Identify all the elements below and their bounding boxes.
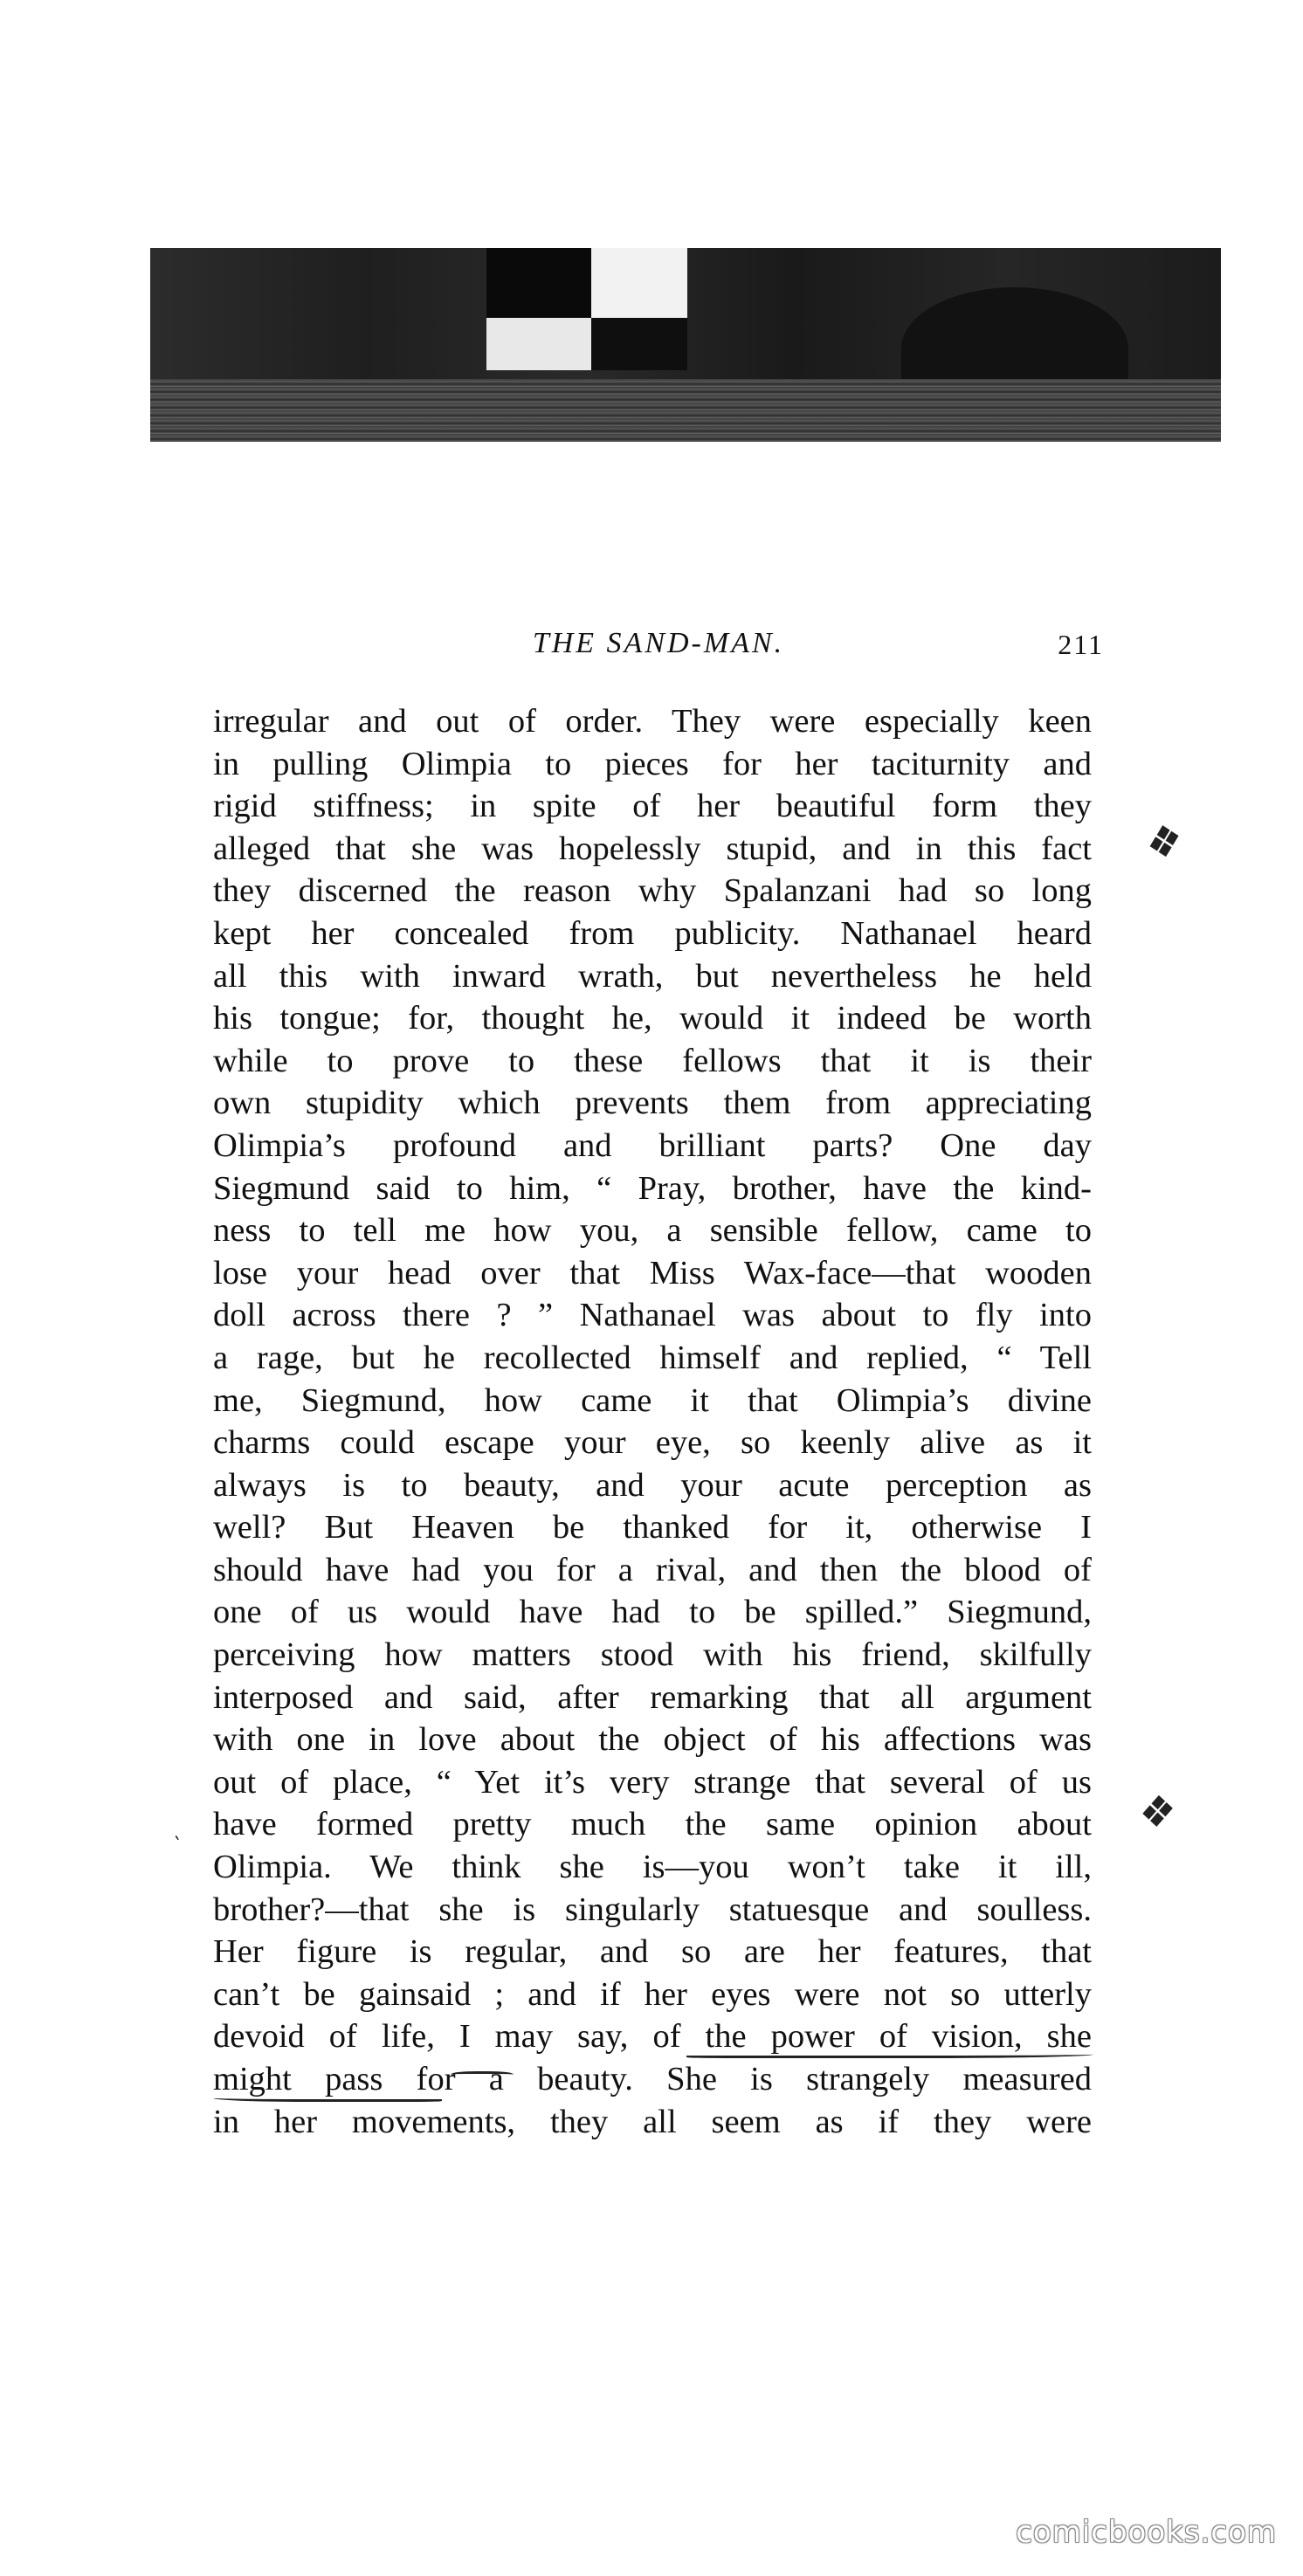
watermark-logo: comicbooks.com bbox=[1016, 2515, 1277, 2550]
text-line: his tongue; for, thought he, would it indeed be worth bbox=[213, 1000, 1092, 1037]
running-title: THE SAND-MAN. bbox=[532, 627, 785, 659]
text-line: own stupidity which prevents them from appreciating bbox=[213, 1085, 1092, 1122]
text-line: brother?—that she is singularly statuesque and soulless. bbox=[213, 1891, 1092, 1928]
text-line: all this with inward wrath, but nevertheless he held bbox=[213, 957, 1092, 995]
text-line: alleged that she was hopelessly stupid, and in this fact bbox=[213, 830, 1092, 867]
text-line: they discerned the reason why Spalanzani had so long bbox=[213, 872, 1092, 910]
text-line: out of place, “ Yet it’s very strange that several of us bbox=[213, 1763, 1092, 1801]
photo-panel-dark bbox=[486, 248, 591, 318]
text-line: a rage, but he recollected himself and replied, “ Tell bbox=[213, 1339, 1092, 1376]
body-text bbox=[213, 700, 1092, 2143]
text-line: me, Siegmund, how came it that Olimpia’s divine bbox=[213, 1381, 1092, 1419]
text-line: with one in love about the object of his affections was bbox=[213, 1721, 1092, 1759]
margin-annotation-mark: ❖ bbox=[1134, 814, 1188, 873]
text-line: interposed and said, after remarking that all argument bbox=[213, 1678, 1092, 1716]
text-line: Her figure is regular, and so are her features, that bbox=[213, 1933, 1092, 1971]
photo-floor bbox=[150, 379, 1221, 442]
photo-panel-light-right bbox=[591, 248, 687, 318]
margin-annotation-mark: ❖ bbox=[1131, 1785, 1177, 1841]
scanned-photo-fragment bbox=[150, 248, 1221, 442]
text-line: well? But Heaven be thanked for it, otherwise I bbox=[213, 1509, 1092, 1546]
text-line: rigid stiffness; in spite of her beautiful form they bbox=[213, 788, 1092, 825]
text-line: one of us would have had to be spilled.” Siegmund, bbox=[213, 1594, 1092, 1631]
handwritten-underline bbox=[213, 2092, 442, 2102]
text-line: might pass for a beauty. She is strangely measured bbox=[213, 2061, 1092, 2097]
text-line: charms could escape your eye, so keenly alive as it bbox=[213, 1424, 1092, 1462]
handwritten-underline bbox=[686, 2049, 1093, 2058]
text-line: in pulling Olimpia to pieces for her taciturnity and bbox=[213, 745, 1092, 782]
text-line: should have had you for a rival, and then the blood of bbox=[213, 1551, 1092, 1588]
text-line: can’t be gainsaid ; and if her eyes were not so utterly bbox=[213, 1975, 1092, 2013]
text-line: lose your head over that Miss Wax-face—that wooden bbox=[213, 1254, 1092, 1291]
text-line: have formed pretty much the same opinion about bbox=[213, 1806, 1092, 1843]
text-line: in her movements, they all seem as if they were bbox=[213, 2103, 1092, 2140]
text-line: Siegmund said to him, “ Pray, brother, have the kind- bbox=[213, 1169, 1092, 1207]
text-line: perceiving how matters stood with his friend, skilfully bbox=[213, 1636, 1092, 1674]
text-line: Olimpia’s profound and brilliant parts? One day bbox=[213, 1126, 1092, 1164]
text-line: devoid of life, I may say, of the power of vision, she bbox=[213, 2018, 1092, 2056]
running-head bbox=[213, 627, 1104, 671]
margin-tick-mark: ` bbox=[171, 1834, 182, 1858]
text-line: ness to tell me how you, a sensible fellow, came to bbox=[213, 1212, 1092, 1250]
page-number: 211 bbox=[1058, 629, 1104, 660]
text-line: kept her concealed from publicity. Nathanael heard bbox=[213, 914, 1092, 952]
photo-panel-light bbox=[486, 318, 591, 370]
handwritten-overline bbox=[451, 2071, 514, 2079]
text-line: doll across there ? ” Nathanael was about to fly into bbox=[213, 1297, 1092, 1334]
text-line: Olimpia. We think she is—you won’t take it ill, bbox=[213, 1849, 1092, 1886]
photo-panel-dark-right bbox=[591, 318, 687, 370]
text-line: always is to beauty, and your acute perception as bbox=[213, 1466, 1092, 1504]
text-line: irregular and out of order. They were especially keen bbox=[213, 703, 1092, 740]
text-line: while to prove to these fellows that it is their bbox=[213, 1042, 1092, 1079]
